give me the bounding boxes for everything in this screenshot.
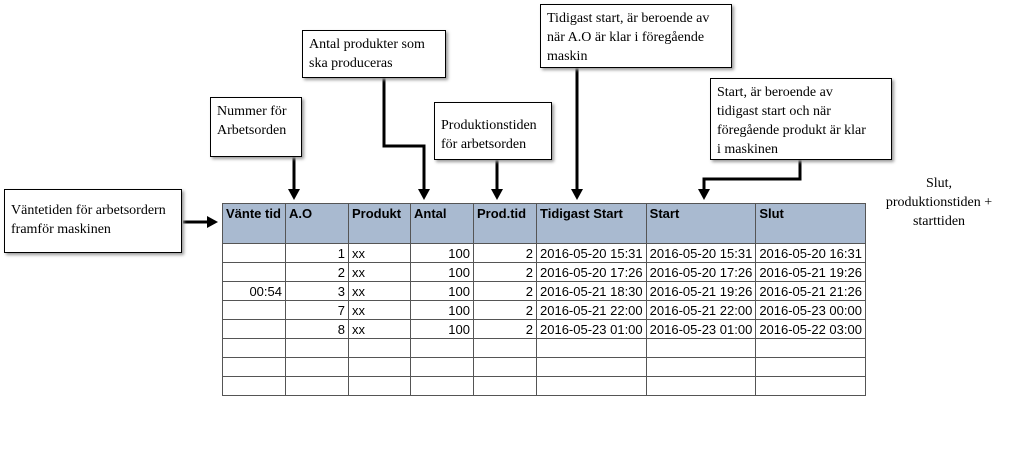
cell-produkt: xx bbox=[349, 301, 411, 320]
cell-empty bbox=[349, 358, 411, 377]
cell-slut: 2016-05-21 21:26 bbox=[756, 282, 866, 301]
arrow-start bbox=[704, 160, 800, 190]
cell-empty bbox=[474, 339, 537, 358]
cell-empty bbox=[223, 377, 286, 396]
cell-produkt: xx bbox=[349, 244, 411, 263]
schedule-table bbox=[222, 203, 866, 396]
cell-empty bbox=[349, 377, 411, 396]
cell-antal: 100 bbox=[411, 320, 474, 339]
arrowhead-ao bbox=[288, 189, 300, 200]
header-vante-tid: Vänte tid bbox=[223, 204, 286, 244]
header-slut: Slut bbox=[756, 204, 866, 244]
cell-produkt: xx bbox=[349, 263, 411, 282]
cell-ao: 3 bbox=[286, 282, 349, 301]
arrowhead-wait bbox=[207, 216, 218, 228]
cell-tidigast-start: 2016-05-20 17:26 bbox=[537, 263, 647, 282]
callout-prod-line-1: Produktionstiden bbox=[441, 118, 537, 133]
cell-empty bbox=[756, 358, 866, 377]
cell-empty bbox=[537, 339, 647, 358]
cell-empty bbox=[537, 377, 647, 396]
cell-prodtid: 2 bbox=[474, 244, 537, 263]
callout-antal bbox=[302, 30, 446, 78]
cell-empty bbox=[349, 339, 411, 358]
cell-empty bbox=[223, 358, 286, 377]
callout-wait-line-2: framför maskinen bbox=[11, 222, 111, 237]
cell-empty bbox=[646, 339, 756, 358]
cell-empty bbox=[756, 339, 866, 358]
cell-empty bbox=[411, 358, 474, 377]
header-produkt: Produkt bbox=[349, 204, 411, 244]
cell-ao: 1 bbox=[286, 244, 349, 263]
cell-ao: 8 bbox=[286, 320, 349, 339]
cell-empty bbox=[411, 339, 474, 358]
cell-start: 2016-05-21 22:00 bbox=[646, 301, 756, 320]
cell-empty bbox=[286, 377, 349, 396]
table-row bbox=[223, 320, 866, 339]
cell-tidigast-start: 2016-05-21 22:00 bbox=[537, 301, 647, 320]
cell-ao: 7 bbox=[286, 301, 349, 320]
header-antal: Antal bbox=[411, 204, 474, 244]
callout-prodtid bbox=[434, 102, 552, 160]
cell-empty bbox=[474, 358, 537, 377]
cell-antal: 100 bbox=[411, 244, 474, 263]
arrowhead-prod bbox=[491, 189, 503, 200]
cell-antal: 100 bbox=[411, 263, 474, 282]
table-row bbox=[223, 263, 866, 282]
cell-vante-tid bbox=[223, 244, 286, 263]
cell-prodtid: 2 bbox=[474, 263, 537, 282]
cell-antal: 100 bbox=[411, 282, 474, 301]
arrowhead-tidig bbox=[571, 189, 583, 200]
cell-slut: 2016-05-23 00:00 bbox=[756, 301, 866, 320]
cell-empty bbox=[286, 339, 349, 358]
arrowhead-start bbox=[698, 189, 710, 200]
cell-vante-tid bbox=[223, 301, 286, 320]
callout-start bbox=[710, 78, 892, 160]
callout-slut-line-2: produktionstiden + bbox=[885, 195, 993, 210]
callout-prod-line-2: för arbetsorden bbox=[441, 137, 527, 152]
callout-wait-time bbox=[4, 189, 182, 253]
callout-ao-line-2: Arbetsorden bbox=[217, 123, 287, 138]
callout-start-line-4: i maskinen bbox=[717, 142, 779, 157]
callout-start-line-2: tidigast start och när bbox=[717, 104, 831, 119]
table-row-empty bbox=[223, 377, 866, 396]
callout-ao-line-1: Nummer för bbox=[217, 104, 287, 119]
cell-ao: 2 bbox=[286, 263, 349, 282]
cell-vante-tid bbox=[223, 263, 286, 282]
header-start: Start bbox=[646, 204, 756, 244]
cell-prodtid: 2 bbox=[474, 282, 537, 301]
cell-slut: 2016-05-22 03:00 bbox=[756, 320, 866, 339]
callout-slut-line-3: starttiden bbox=[912, 214, 966, 229]
cell-start: 2016-05-20 17:26 bbox=[646, 263, 756, 282]
callout-tidig-line-2: när A.O är klar i föregående bbox=[547, 30, 705, 45]
table-header-row bbox=[223, 204, 866, 244]
cell-empty bbox=[537, 358, 647, 377]
cell-tidigast-start: 2016-05-21 18:30 bbox=[537, 282, 647, 301]
table-row bbox=[223, 244, 866, 263]
table-row bbox=[223, 301, 866, 320]
callout-start-line-1: Start, är beroende av bbox=[717, 85, 833, 100]
table-row bbox=[223, 282, 866, 301]
cell-start: 2016-05-21 19:26 bbox=[646, 282, 756, 301]
cell-prodtid: 2 bbox=[474, 301, 537, 320]
header-prodtid: Prod.tid bbox=[474, 204, 537, 244]
cell-empty bbox=[223, 339, 286, 358]
cell-antal: 100 bbox=[411, 301, 474, 320]
cell-empty bbox=[646, 358, 756, 377]
cell-start: 2016-05-20 15:31 bbox=[646, 244, 756, 263]
cell-tidigast-start: 2016-05-23 01:00 bbox=[537, 320, 647, 339]
cell-vante-tid bbox=[223, 320, 286, 339]
callout-wait-line-1: Väntetiden för arbetsordern bbox=[11, 203, 166, 218]
cell-empty bbox=[646, 377, 756, 396]
callout-slut-line-1: Slut, bbox=[925, 176, 953, 191]
table-row-empty bbox=[223, 358, 866, 377]
cell-empty bbox=[756, 377, 866, 396]
cell-prodtid: 2 bbox=[474, 320, 537, 339]
callout-tidigast-start bbox=[540, 4, 732, 68]
cell-empty bbox=[474, 377, 537, 396]
cell-vante-tid: 00:54 bbox=[223, 282, 286, 301]
callout-antal-line-1: Antal produkter som bbox=[309, 37, 425, 52]
cell-tidigast-start: 2016-05-20 15:31 bbox=[537, 244, 647, 263]
cell-empty bbox=[411, 377, 474, 396]
cell-produkt: xx bbox=[349, 320, 411, 339]
header-ao: A.O bbox=[286, 204, 349, 244]
callout-tidig-line-1: Tidigast start, är beroende av bbox=[547, 11, 710, 26]
callout-ao bbox=[210, 97, 302, 157]
callout-antal-line-2: ska produceras bbox=[309, 56, 393, 71]
arrow-antal bbox=[384, 78, 424, 190]
cell-produkt: xx bbox=[349, 282, 411, 301]
table-row-empty bbox=[223, 339, 866, 358]
cell-slut: 2016-05-20 16:31 bbox=[756, 244, 866, 263]
callout-slut bbox=[864, 170, 1014, 238]
callout-tidig-line-3: maskin bbox=[547, 49, 588, 64]
cell-start: 2016-05-23 01:00 bbox=[646, 320, 756, 339]
callout-start-line-3: föregående produkt är klar bbox=[717, 123, 866, 138]
arrowhead-antal bbox=[418, 189, 430, 200]
cell-slut: 2016-05-21 19:26 bbox=[756, 263, 866, 282]
cell-empty bbox=[286, 358, 349, 377]
header-tidigast-start: Tidigast Start bbox=[537, 204, 647, 244]
